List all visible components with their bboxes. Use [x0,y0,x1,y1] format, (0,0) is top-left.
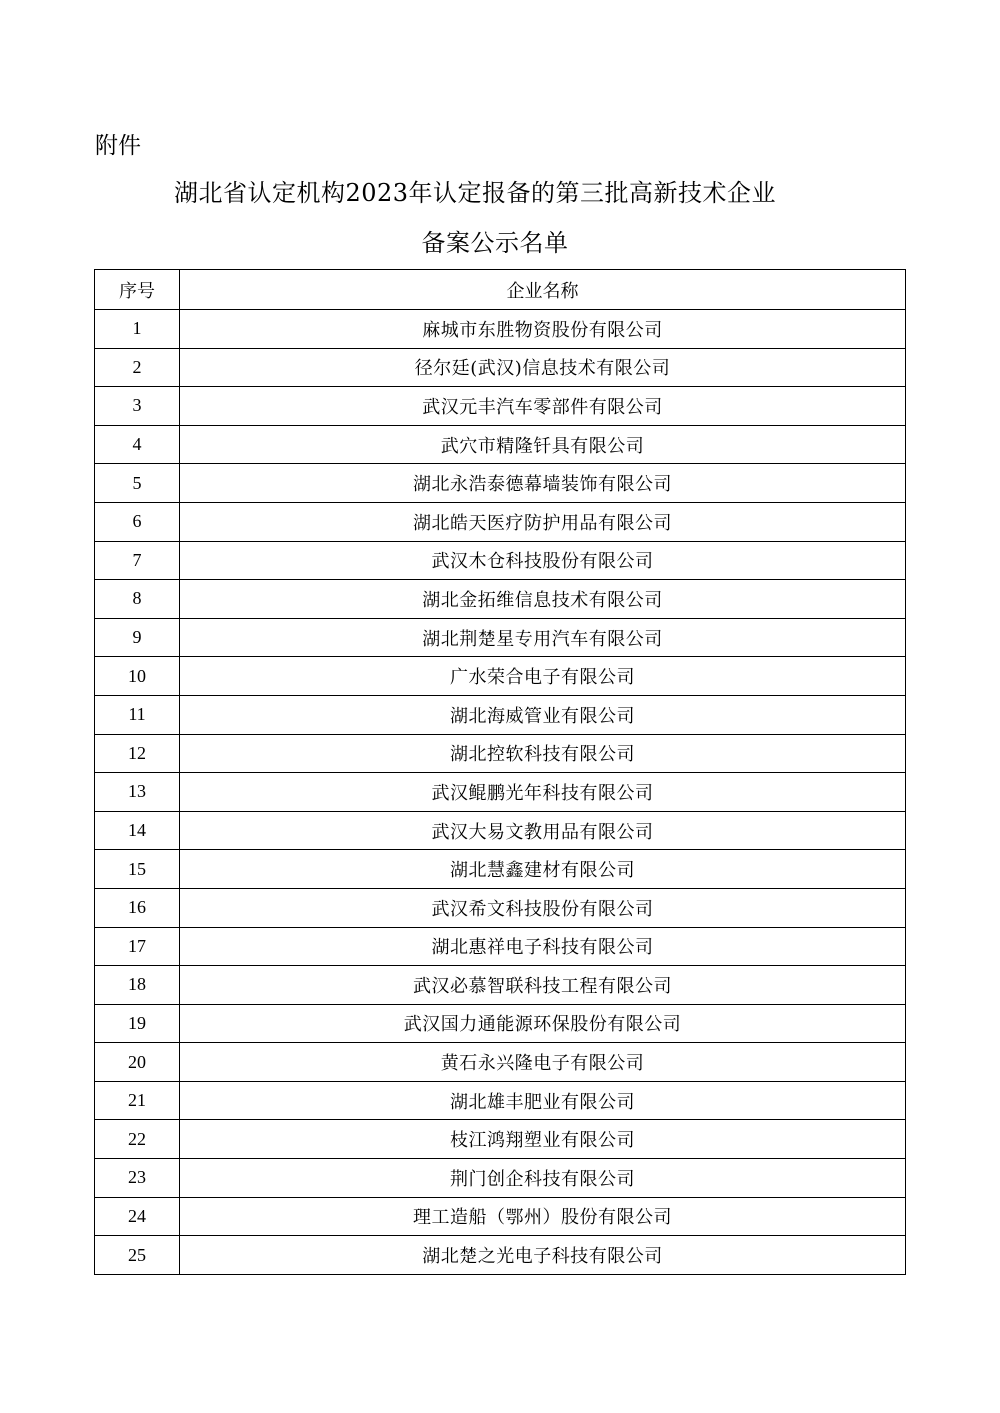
serial-number-cell: 12 [95,734,180,773]
serial-number-cell: 25 [95,1236,180,1275]
enterprise-name-cell: 枝江鸿翔塑业有限公司 [180,1120,906,1159]
serial-number-cell: 11 [95,695,180,734]
enterprise-name-cell: 湖北永浩泰德幕墙装饰有限公司 [180,464,906,503]
table-row [95,811,906,850]
attachment-label: 附件 [95,133,141,159]
serial-number-cell: 1 [95,310,180,349]
enterprise-list-table [94,269,906,1275]
document-title-line-2: 备案公示名单 [421,229,569,257]
table-row [95,464,906,503]
serial-number-cell: 6 [95,502,180,541]
enterprise-name-cell: 径尔廷(武汉)信息技术有限公司 [180,348,906,387]
table-row [95,387,906,426]
enterprise-name-cell: 湖北金拓维信息技术有限公司 [180,580,906,619]
table-row [95,1236,906,1275]
enterprise-name-cell: 湖北楚之光电子科技有限公司 [180,1236,906,1275]
serial-number-cell: 3 [95,387,180,426]
table-row [95,1120,906,1159]
column-header-enterprise-name: 企业名称 [180,270,906,310]
column-header-serial-number: 序号 [95,270,180,310]
serial-number-cell: 7 [95,541,180,580]
serial-number-cell: 10 [95,657,180,696]
table-row [95,1159,906,1198]
table-row [95,348,906,387]
table-row [95,1004,906,1043]
serial-number-cell: 9 [95,618,180,657]
enterprise-name-cell: 湖北雄丰肥业有限公司 [180,1081,906,1120]
serial-number-cell: 15 [95,850,180,889]
serial-number-cell: 13 [95,773,180,812]
table-row [95,425,906,464]
table-row [95,695,906,734]
table-row [95,310,906,349]
serial-number-cell: 17 [95,927,180,966]
serial-number-cell: 18 [95,966,180,1005]
enterprise-name-cell: 武汉大易文教用品有限公司 [180,811,906,850]
table-body [95,310,906,1275]
enterprise-name-cell: 湖北慧鑫建材有限公司 [180,850,906,889]
serial-number-cell: 20 [95,1043,180,1082]
enterprise-name-cell: 麻城市东胜物资股份有限公司 [180,310,906,349]
enterprise-name-cell: 武汉鲲鹏光年科技有限公司 [180,773,906,812]
table-row [95,734,906,773]
table-row [95,1081,906,1120]
serial-number-cell: 23 [95,1159,180,1198]
enterprise-name-cell: 武穴市精隆钎具有限公司 [180,425,906,464]
table-row [95,773,906,812]
serial-number-cell: 4 [95,425,180,464]
enterprise-name-cell: 湖北荆楚星专用汽车有限公司 [180,618,906,657]
document-title-line-1: 湖北省认定机构2023年认定报备的第三批高新技术企业 [173,179,777,207]
enterprise-name-cell: 理工造船（鄂州）股份有限公司 [180,1197,906,1236]
table-row [95,1043,906,1082]
table-row [95,966,906,1005]
serial-number-cell: 22 [95,1120,180,1159]
enterprise-name-cell: 荆门创企科技有限公司 [180,1159,906,1198]
table-row [95,888,906,927]
table-row [95,657,906,696]
serial-number-cell: 8 [95,580,180,619]
serial-number-cell: 16 [95,888,180,927]
serial-number-cell: 19 [95,1004,180,1043]
serial-number-cell: 24 [95,1197,180,1236]
serial-number-cell: 21 [95,1081,180,1120]
enterprise-name-cell: 湖北控软科技有限公司 [180,734,906,773]
enterprise-name-cell: 湖北惠祥电子科技有限公司 [180,927,906,966]
enterprise-name-cell: 武汉元丰汽车零部件有限公司 [180,387,906,426]
table-row [95,927,906,966]
table-row [95,502,906,541]
table-header-row [95,270,906,310]
table-row [95,1197,906,1236]
enterprise-name-cell: 武汉希文科技股份有限公司 [180,888,906,927]
serial-number-cell: 2 [95,348,180,387]
table-row [95,618,906,657]
enterprise-name-cell: 湖北海威管业有限公司 [180,695,906,734]
table-row [95,541,906,580]
enterprise-name-cell: 武汉国力通能源环保股份有限公司 [180,1004,906,1043]
enterprise-name-cell: 武汉木仓科技股份有限公司 [180,541,906,580]
enterprise-name-cell: 武汉必慕智联科技工程有限公司 [180,966,906,1005]
enterprise-name-cell: 广水荣合电子有限公司 [180,657,906,696]
enterprise-name-cell: 湖北皓天医疗防护用品有限公司 [180,502,906,541]
enterprise-name-cell: 黄石永兴隆电子有限公司 [180,1043,906,1082]
serial-number-cell: 5 [95,464,180,503]
table-row [95,850,906,889]
serial-number-cell: 14 [95,811,180,850]
table-row [95,580,906,619]
